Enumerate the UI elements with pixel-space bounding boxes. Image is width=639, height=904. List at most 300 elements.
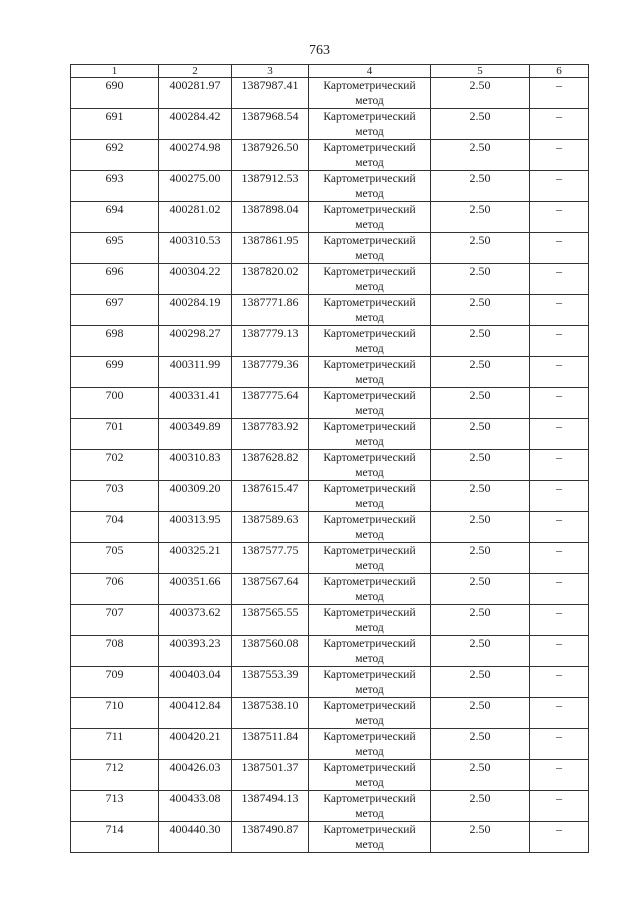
y-coordinate-cell (232, 512, 309, 543)
method-line-2: метод (355, 157, 384, 169)
method-line-1: Картометрический (323, 700, 416, 712)
accuracy-cell (431, 636, 530, 667)
point-number-cell (71, 388, 159, 419)
y-coordinate-cell (232, 543, 309, 574)
table-row (71, 605, 589, 636)
method-cell (309, 233, 431, 264)
table-row (71, 109, 589, 140)
x-coordinate-cell-text: 400275.00 (169, 171, 221, 185)
description-cell-text: – (556, 698, 562, 712)
description-cell (530, 388, 589, 419)
method-line-1: Картометрический (323, 173, 416, 185)
accuracy-cell-text: 2.50 (469, 512, 491, 526)
accuracy-cell (431, 140, 530, 171)
x-coordinate-cell (159, 202, 232, 233)
point-number-cell (71, 233, 159, 264)
x-coordinate-cell-text: 400281.97 (169, 78, 221, 92)
description-cell-text: – (556, 512, 562, 526)
accuracy-cell-text: 2.50 (469, 698, 491, 712)
point-number-cell (71, 140, 159, 171)
accuracy-cell-text: 2.50 (469, 264, 491, 278)
method-line-2: метод (355, 188, 384, 200)
description-cell (530, 667, 589, 698)
table-row (71, 698, 589, 729)
x-coordinate-cell-text: 400420.21 (169, 729, 221, 743)
x-coordinate-cell (159, 636, 232, 667)
point-number-cell-text: 708 (105, 636, 124, 650)
y-coordinate-cell-text: 1387771.86 (241, 295, 299, 309)
y-coordinate-cell (232, 78, 309, 109)
description-cell-text: – (556, 481, 562, 495)
x-coordinate-cell (159, 450, 232, 481)
accuracy-cell-text: 2.50 (469, 574, 491, 588)
table-row (71, 450, 589, 481)
y-coordinate-cell-text: 1387775.64 (241, 388, 299, 402)
method-line-1: Картометрический (323, 762, 416, 774)
method-cell (309, 605, 431, 636)
method-line-1: Картометрический (323, 731, 416, 743)
y-coordinate-cell (232, 636, 309, 667)
description-cell (530, 295, 589, 326)
method-line-2: метод (355, 808, 384, 820)
y-coordinate-cell (232, 605, 309, 636)
table-row (71, 233, 589, 264)
table-row (71, 78, 589, 109)
description-cell-text: – (556, 109, 562, 123)
accuracy-cell (431, 574, 530, 605)
y-coordinate-cell (232, 791, 309, 822)
y-coordinate-cell (232, 357, 309, 388)
accuracy-cell (431, 760, 530, 791)
accuracy-cell (431, 481, 530, 512)
method-text (309, 822, 430, 852)
x-coordinate-cell-text: 400310.53 (169, 233, 221, 247)
method-line-1: Картометрический (323, 80, 416, 92)
point-number-cell (71, 822, 159, 853)
method-text (309, 450, 430, 480)
method-line-1: Картометрический (323, 204, 416, 216)
point-number-cell (71, 78, 159, 109)
x-coordinate-cell (159, 140, 232, 171)
method-cell (309, 760, 431, 791)
description-cell (530, 419, 589, 450)
point-number-cell-text: 710 (105, 698, 124, 712)
x-coordinate-cell-text: 400426.03 (169, 760, 221, 774)
method-text (309, 698, 430, 728)
table-header-row (71, 65, 589, 78)
method-text (309, 109, 430, 139)
x-coordinate-cell-text: 400310.83 (169, 450, 221, 464)
description-cell (530, 140, 589, 171)
y-coordinate-cell (232, 729, 309, 760)
method-text (309, 791, 430, 821)
method-cell (309, 202, 431, 233)
accuracy-cell (431, 78, 530, 109)
point-number-cell (71, 295, 159, 326)
accuracy-cell (431, 729, 530, 760)
table-row (71, 171, 589, 202)
method-cell (309, 822, 431, 853)
y-coordinate-cell-text: 1387577.75 (241, 543, 299, 557)
method-line-1: Картометрический (323, 359, 416, 371)
method-line-2: метод (355, 746, 384, 758)
description-cell (530, 326, 589, 357)
x-coordinate-cell-text: 400331.41 (169, 388, 221, 402)
point-number-cell (71, 543, 159, 574)
y-coordinate-cell (232, 760, 309, 791)
y-coordinate-cell-text: 1387501.37 (241, 760, 299, 774)
table-row (71, 357, 589, 388)
method-line-1: Картометрический (323, 638, 416, 650)
description-cell (530, 729, 589, 760)
description-cell (530, 791, 589, 822)
method-cell (309, 171, 431, 202)
x-coordinate-cell-text: 400393.23 (169, 636, 221, 650)
method-text (309, 388, 430, 418)
method-line-1: Картометрический (323, 328, 416, 340)
x-coordinate-cell (159, 543, 232, 574)
point-number-cell-text: 701 (105, 419, 124, 433)
description-cell (530, 357, 589, 388)
method-line-1: Картометрический (323, 576, 416, 588)
method-cell (309, 791, 431, 822)
description-cell (530, 78, 589, 109)
method-line-2: метод (355, 715, 384, 727)
description-cell-text: – (556, 543, 562, 557)
accuracy-cell-text: 2.50 (469, 481, 491, 495)
accuracy-cell-text: 2.50 (469, 388, 491, 402)
y-coordinate-cell-text: 1387565.55 (241, 605, 299, 619)
x-coordinate-cell-text: 400284.19 (169, 295, 221, 309)
method-cell (309, 388, 431, 419)
point-number-cell-text: 707 (105, 605, 124, 619)
method-text (309, 171, 430, 201)
table-row (71, 264, 589, 295)
accuracy-cell (431, 667, 530, 698)
description-cell (530, 822, 589, 853)
y-coordinate-cell-text: 1387861.95 (241, 233, 299, 247)
description-cell-text: – (556, 419, 562, 433)
method-line-1: Картометрический (323, 421, 416, 433)
method-line-1: Картометрический (323, 483, 416, 495)
method-text (309, 140, 430, 170)
method-cell (309, 450, 431, 481)
method-text (309, 543, 430, 573)
y-coordinate-cell (232, 233, 309, 264)
description-cell-text: – (556, 450, 562, 464)
method-cell (309, 326, 431, 357)
accuracy-cell-text: 2.50 (469, 171, 491, 185)
description-cell-text: – (556, 295, 562, 309)
method-line-1: Картометрический (323, 390, 416, 402)
method-cell (309, 264, 431, 295)
method-line-2: метод (355, 560, 384, 572)
accuracy-cell-text: 2.50 (469, 791, 491, 805)
method-text (309, 419, 430, 449)
x-coordinate-cell (159, 760, 232, 791)
method-line-1: Картометрический (323, 142, 416, 154)
accuracy-cell-text: 2.50 (469, 295, 491, 309)
point-number-cell (71, 326, 159, 357)
x-coordinate-cell-text: 400349.89 (169, 419, 221, 433)
accuracy-cell (431, 357, 530, 388)
table-row (71, 388, 589, 419)
y-coordinate-cell (232, 140, 309, 171)
y-coordinate-cell-text: 1387987.41 (241, 78, 299, 92)
x-coordinate-cell (159, 605, 232, 636)
point-number-cell-text: 698 (105, 326, 124, 340)
method-line-1: Картометрический (323, 514, 416, 526)
table-row (71, 140, 589, 171)
y-coordinate-cell-text: 1387783.92 (241, 419, 299, 433)
accuracy-cell (431, 791, 530, 822)
x-coordinate-cell (159, 171, 232, 202)
description-cell-text: – (556, 822, 562, 836)
method-line-2: метод (355, 529, 384, 541)
point-number-cell (71, 791, 159, 822)
description-cell-text: – (556, 171, 562, 185)
method-line-2: метод (355, 250, 384, 262)
method-line-2: метод (355, 343, 384, 355)
y-coordinate-cell-text: 1387628.82 (241, 450, 299, 464)
y-coordinate-cell-text: 1387560.08 (241, 636, 299, 650)
table-row (71, 543, 589, 574)
method-text (309, 481, 430, 511)
accuracy-cell-text: 2.50 (469, 326, 491, 340)
x-coordinate-cell-text: 400403.04 (169, 667, 221, 681)
description-cell (530, 264, 589, 295)
point-number-cell (71, 667, 159, 698)
accuracy-cell (431, 388, 530, 419)
point-number-cell (71, 605, 159, 636)
x-coordinate-cell (159, 295, 232, 326)
table-row (71, 760, 589, 791)
accuracy-cell-text: 2.50 (469, 543, 491, 557)
description-cell-text: – (556, 729, 562, 743)
method-text (309, 357, 430, 387)
accuracy-cell (431, 543, 530, 574)
x-coordinate-cell-text: 400304.22 (169, 264, 221, 278)
method-line-1: Картометрический (323, 669, 416, 681)
point-number-cell (71, 202, 159, 233)
x-coordinate-cell (159, 791, 232, 822)
table-row (71, 729, 589, 760)
method-cell (309, 636, 431, 667)
table-row (71, 636, 589, 667)
y-coordinate-cell-text: 1387511.84 (241, 729, 299, 743)
method-text (309, 729, 430, 759)
accuracy-cell-text: 2.50 (469, 78, 491, 92)
description-cell-text: – (556, 605, 562, 619)
description-cell (530, 512, 589, 543)
y-coordinate-cell (232, 264, 309, 295)
x-coordinate-cell (159, 822, 232, 853)
y-coordinate-cell (232, 822, 309, 853)
description-cell-text: – (556, 667, 562, 681)
y-coordinate-cell (232, 388, 309, 419)
point-number-cell-text: 713 (105, 791, 124, 805)
y-coordinate-cell-text: 1387898.04 (241, 202, 299, 216)
y-coordinate-cell (232, 481, 309, 512)
point-number-cell-text: 703 (105, 481, 124, 495)
accuracy-cell-text: 2.50 (469, 822, 491, 836)
y-coordinate-cell (232, 171, 309, 202)
x-coordinate-cell-text: 400298.27 (169, 326, 221, 340)
accuracy-cell (431, 171, 530, 202)
x-coordinate-cell (159, 698, 232, 729)
point-number-cell-text: 697 (105, 295, 124, 309)
description-cell (530, 450, 589, 481)
x-coordinate-cell (159, 233, 232, 264)
description-cell (530, 574, 589, 605)
description-cell (530, 171, 589, 202)
y-coordinate-cell-text: 1387912.53 (241, 171, 299, 185)
y-coordinate-cell-text: 1387494.13 (241, 791, 299, 805)
x-coordinate-cell-text: 400311.99 (169, 357, 221, 371)
table-row (71, 667, 589, 698)
method-line-2: метод (355, 684, 384, 696)
method-text (309, 512, 430, 542)
accuracy-cell-text: 2.50 (469, 419, 491, 433)
point-number-cell (71, 481, 159, 512)
accuracy-cell-text: 2.50 (469, 202, 491, 216)
column-header: 3 (232, 65, 309, 78)
description-cell-text: – (556, 574, 562, 588)
method-line-1: Картометрический (323, 111, 416, 123)
y-coordinate-cell-text: 1387968.54 (241, 109, 299, 123)
y-coordinate-cell-text: 1387553.39 (241, 667, 299, 681)
description-cell (530, 233, 589, 264)
method-cell (309, 109, 431, 140)
y-coordinate-cell (232, 698, 309, 729)
coordinates-table (70, 64, 589, 853)
y-coordinate-cell-text: 1387538.10 (241, 698, 299, 712)
accuracy-cell (431, 326, 530, 357)
point-number-cell (71, 264, 159, 295)
y-coordinate-cell (232, 202, 309, 233)
point-number-cell-text: 705 (105, 543, 124, 557)
method-text (309, 233, 430, 263)
x-coordinate-cell (159, 264, 232, 295)
method-line-2: метод (355, 281, 384, 293)
table-body (71, 78, 589, 853)
method-cell (309, 481, 431, 512)
method-text (309, 760, 430, 790)
point-number-cell-text: 692 (105, 140, 124, 154)
point-number-cell (71, 729, 159, 760)
table-row (71, 295, 589, 326)
description-cell-text: – (556, 78, 562, 92)
point-number-cell-text: 690 (105, 78, 124, 92)
point-number-cell (71, 109, 159, 140)
description-cell (530, 760, 589, 791)
method-line-2: метод (355, 467, 384, 479)
description-cell-text: – (556, 202, 562, 216)
column-header: 6 (530, 65, 589, 78)
method-text (309, 574, 430, 604)
accuracy-cell (431, 233, 530, 264)
method-line-2: метод (355, 126, 384, 138)
point-number-cell (71, 419, 159, 450)
x-coordinate-cell (159, 419, 232, 450)
description-cell (530, 636, 589, 667)
description-cell (530, 698, 589, 729)
x-coordinate-cell (159, 78, 232, 109)
description-cell (530, 605, 589, 636)
description-cell-text: – (556, 357, 562, 371)
method-cell (309, 512, 431, 543)
method-cell (309, 419, 431, 450)
x-coordinate-cell (159, 388, 232, 419)
point-number-cell-text: 696 (105, 264, 124, 278)
point-number-cell-text: 706 (105, 574, 124, 588)
method-line-2: метод (355, 219, 384, 231)
method-line-2: метод (355, 591, 384, 603)
description-cell (530, 481, 589, 512)
point-number-cell-text: 712 (105, 760, 124, 774)
accuracy-cell-text: 2.50 (469, 233, 491, 247)
point-number-cell-text: 695 (105, 233, 124, 247)
column-header: 5 (431, 65, 530, 78)
y-coordinate-cell (232, 419, 309, 450)
method-line-1: Картометрический (323, 824, 416, 836)
accuracy-cell (431, 698, 530, 729)
description-cell-text: – (556, 264, 562, 278)
x-coordinate-cell (159, 326, 232, 357)
accuracy-cell (431, 264, 530, 295)
y-coordinate-cell-text: 1387490.87 (241, 822, 299, 836)
method-text (309, 264, 430, 294)
method-line-1: Картометрический (323, 793, 416, 805)
method-line-1: Картометрический (323, 452, 416, 464)
method-line-1: Картометрический (323, 266, 416, 278)
y-coordinate-cell (232, 326, 309, 357)
point-number-cell-text: 714 (105, 822, 124, 836)
method-line-1: Картометрический (323, 235, 416, 247)
x-coordinate-cell-text: 400412.84 (169, 698, 221, 712)
x-coordinate-cell-text: 400351.66 (169, 574, 221, 588)
accuracy-cell (431, 202, 530, 233)
column-header: 1 (71, 65, 159, 78)
x-coordinate-cell-text: 400373.62 (169, 605, 221, 619)
description-cell-text: – (556, 233, 562, 247)
accuracy-cell (431, 822, 530, 853)
point-number-cell-text: 694 (105, 202, 124, 216)
point-number-cell (71, 450, 159, 481)
x-coordinate-cell (159, 574, 232, 605)
column-header: 2 (159, 65, 232, 78)
description-cell-text: – (556, 636, 562, 650)
point-number-cell (71, 512, 159, 543)
description-cell (530, 202, 589, 233)
accuracy-cell-text: 2.50 (469, 729, 491, 743)
point-number-cell-text: 699 (105, 357, 124, 371)
point-number-cell-text: 704 (105, 512, 124, 526)
y-coordinate-cell (232, 450, 309, 481)
x-coordinate-cell (159, 667, 232, 698)
description-cell-text: – (556, 760, 562, 774)
accuracy-cell (431, 419, 530, 450)
method-text (309, 636, 430, 666)
method-text (309, 667, 430, 697)
x-coordinate-cell-text: 400313.95 (169, 512, 221, 526)
method-line-1: Картометрический (323, 607, 416, 619)
y-coordinate-cell (232, 109, 309, 140)
description-cell-text: – (556, 388, 562, 402)
x-coordinate-cell-text: 400433.08 (169, 791, 221, 805)
method-text (309, 605, 430, 635)
method-cell (309, 357, 431, 388)
